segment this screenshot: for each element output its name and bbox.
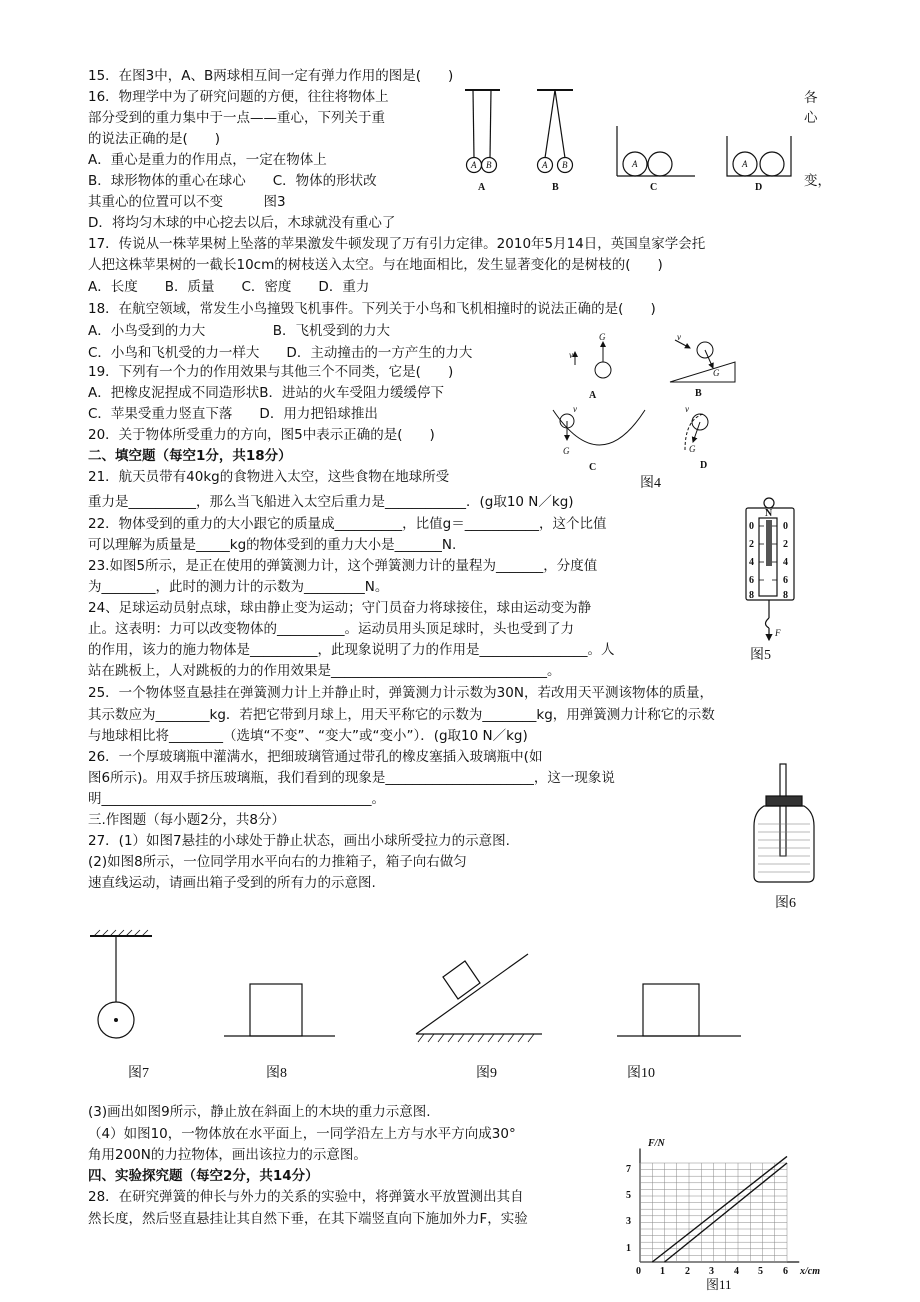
fig11-ylabel: F/N [648,1138,665,1149]
q24-line3: 的作用，该力的施力物体是__________，此现象说明了力的作用是________________。人 [88,642,615,658]
figure-11-chart [620,1132,830,1282]
q20: 20．关于物体所受重力的方向，图5中表示正确的是( ) [88,427,435,443]
figure-7 [88,928,158,1048]
side-text-2: 心 [804,110,818,126]
fig5-caption: 图5 [750,648,771,663]
section-experiment: 四、实验探究题（每空2分，共14分） [88,1168,319,1184]
fig3-ball-a: A [471,160,477,170]
q27-part2-line1: (2)如图8所示，一位同学用水平向右的力推箱子，箱子向右做匀 [88,854,467,870]
q16-line3: 的说法正确的是( ) [88,131,221,147]
q23-line2: 为________，此时的测力计的示数为_________N。 [88,579,389,595]
q25-line1: 25．一个物体竖直悬挂在弹簧测力计上并静止时，弹簧测力计示数为30N，若改用天平测该物体的质量， [88,685,713,701]
fig4-caption: 图4 [640,476,661,491]
q26-line1: 26．一个厚玻璃瓶中灌满水，把细玻璃管通过带孔的橡皮塞插入玻璃瓶中(如 [88,749,543,765]
q24-line4: 站在跳板上，人对跳板的力的作用效果是________________________________。 [88,663,561,679]
q21-line1: 21．航天员带有40kg的食物进入太空，这些食物在地球所受 [88,469,450,485]
q24-line1: 24、足球运动员射点球，球由静止变为运动；守门员奋力将球接住，球由运动变为静 [88,600,592,616]
fig4-label-b: B [695,388,702,399]
q23-line1: 23.如图5所示，是正在使用的弹簧测力计，这个弹簧测力计的量程为_______，分度值 [88,558,598,574]
section-fill-blank: 二、填空题（每空1分，共18分） [88,448,292,464]
figure-8 [222,982,337,1042]
q15: 15．在图3中，A、B两球相互间一定有弹力作用的图是( ) [88,68,454,84]
fig11-xtick-3: 3 [709,1266,714,1277]
fig11-xtick-2: 2 [685,1266,690,1277]
q26-line2: 图6所示)。用双手挤压玻璃瓶，我们看到的现象是______________________，这一现象说 [88,770,615,786]
q27-part4-line2: 角用200N的力拉物体，画出该拉力的示意图。 [88,1147,367,1163]
q27-part3: (3)画出如图9所示，静止放在斜面上的木块的重力示意图. [88,1104,431,1120]
fig4-b-g: G [713,368,720,378]
fig4-label-c: C [589,462,597,473]
figure-3 [455,86,795,196]
fig5-scale-2-right: 2 [783,539,788,550]
figure-9 [410,950,550,1050]
figure-5 [740,494,800,644]
q17-line1: 17．传说从一株苹果树上坠落的苹果激发牛顿发现了万有引力定律。2010年5月14日，英国皇家学会托 [88,236,706,252]
fig5-scale-4-right: 4 [783,557,788,568]
fig11-xtick-4: 4 [734,1266,739,1277]
figure-4 [545,330,765,473]
q16-option-d: D．将均匀木球的中心挖去以后，木球就没有重心了 [88,215,396,231]
q16-option-a: A．重心是重力的作用点，一定在物体上 [88,152,327,168]
fig4-c-g: G [563,446,570,456]
q27-part4-line1: （4）如图10，一物体放在水平面上，一同学沿左上方与水平方向成30° [88,1126,516,1142]
fig3-ball-b: B [486,160,492,170]
fig4-a-g: G [599,332,606,342]
fig11-xtick-5: 5 [758,1266,763,1277]
figure-6 [750,762,820,888]
q17-options: A．长度 B．质量 C．密度 D．重力 [88,279,370,295]
q16-line1: 16．物理学中为了研究问题的方便，往往将物体上 [88,89,389,105]
q27-part1: 27．(1）如图7悬挂的小球处于静止状态，画出小球所受拉力的示意图. [88,833,510,849]
fig4-label-d: D [700,460,708,471]
q16-option-c-cont: 其重心的位置可以不变 图3 [88,194,286,210]
fig4-c-v: v [573,404,577,414]
q22-line1: 22．物体受到的重力的大小跟它的质量成__________，比值g＝___________，这个比值 [88,516,607,532]
fig11-xtick-0: 0 [636,1266,641,1277]
fig3-label-c: C [650,182,658,193]
section-drawing: 三.作图题（每小题2分，共8分） [88,812,285,828]
q25-line3: 与地球相比将________（选填“不变”、“变大”或“变小”）．(g取10 N／kg) [88,728,528,744]
fig6-caption: 图6 [775,896,796,911]
q17-line2: 人把这株苹果树的一截长10cm的树枝送入太空。与在地面相比，发生显著变化的是树枝的( ) [88,257,663,273]
fig11-ytick-5: 5 [626,1190,631,1201]
q18: 18．在航空领域，常发生小鸟撞毁飞机事件。下列关于小鸟和飞机相撞时的说法正确的是( ) [88,301,656,317]
fig5-force: F [775,628,781,638]
fig7-caption: 图7 [128,1066,149,1081]
fig11-caption: 图11 [706,1277,732,1292]
fig8-caption: 图8 [266,1066,287,1081]
fig3-ball-a4: A [742,159,748,169]
side-text-1: 各 [804,90,818,106]
figure-10 [615,982,745,1042]
fig4-a-v: v [569,350,573,360]
q22-line2: 可以理解为质量是_____kg的物体受到的重力大小是_______N. [88,537,457,553]
q16-line2: 部分受到的重力集中于一点——重心，下列关于重 [88,110,385,126]
fig9-caption: 图9 [476,1066,497,1081]
fig4-d-g: G [689,444,696,454]
fig11-xlabel: x/cm [800,1266,820,1277]
fig11-ytick-3: 3 [626,1216,631,1227]
fig5-scale-8-left: 8 [749,590,754,601]
fig11-ytick-1: 1 [626,1243,631,1254]
fig5-scale-2-left: 2 [749,539,754,550]
fig10-caption: 图10 [627,1066,655,1081]
q28-line2: 然长度，然后竖直悬挂让其自然下垂，在其下端竖直向下施加外力F，实验 [88,1211,528,1227]
fig3-ball-a2: A [542,160,548,170]
q19: 19．下列有一个力的作用效果与其他三个不同类，它是( ) [88,364,454,380]
fig3-ball-a3: A [632,159,638,169]
fig11-xtick-1: 1 [660,1266,665,1277]
q28-line1: 28．在研究弹簧的伸长与外力的关系的实验中，将弹簧水平放置测出其自 [88,1189,524,1205]
fig3-label-a: A [478,182,486,193]
fig4-label-a: A [589,390,597,401]
fig3-label-b: B [552,182,559,193]
fig11-ytick-7: 7 [626,1164,631,1175]
fig5-scale-0-left: 0 [749,521,754,532]
q18-options-cd: C．小鸟和飞机受的力一样大 D．主动撞击的一方产生的力大 [88,345,473,361]
fig4-b-v: v [677,332,681,342]
q19-options-cd: C．苹果受重力竖直下落 D．用力把铅球推出 [88,406,378,422]
q26-line3: 明________________________________________。 [88,791,385,807]
fig5-unit: N [765,508,773,519]
fig5-scale-6-right: 6 [783,575,788,586]
fig3-ball-b2: B [562,160,568,170]
q18-options-ab: A．小鸟受到的力大 B．飞机受到的力大 [88,323,390,339]
fig5-scale-4-left: 4 [749,557,754,568]
side-text-3: 变， [804,173,831,189]
q24-line2: 止。这表明：力可以改变物体的__________。运动员用头顶足球时，头也受到了力 [88,621,574,637]
q27-part2-line2: 速直线运动，请画出箱子受到的所有力的示意图. [88,875,376,891]
fig4-d-v: v [685,404,689,414]
fig5-scale-0-right: 0 [783,521,788,532]
fig5-scale-8-right: 8 [783,590,788,601]
q25-line2: 其示数应为________kg．若把它带到月球上，用天平称它的示数为________kg，用弹簧测力计称它的示数 [88,707,715,723]
fig3-label-d: D [755,182,763,193]
q19-options-ab: A．把橡皮泥捏成不同造形状B．进站的火车受阻力缓缓停下 [88,385,444,401]
fig5-scale-6-left: 6 [749,575,754,586]
q16-option-bc: B．球形物体的重心在球心 C．物体的形状改 [88,173,377,189]
q21-line2: 重力是__________，那么当飞船进入太空后重力是____________．(g取10 N／kg) [88,494,574,510]
fig11-xtick-6: 6 [783,1266,788,1277]
